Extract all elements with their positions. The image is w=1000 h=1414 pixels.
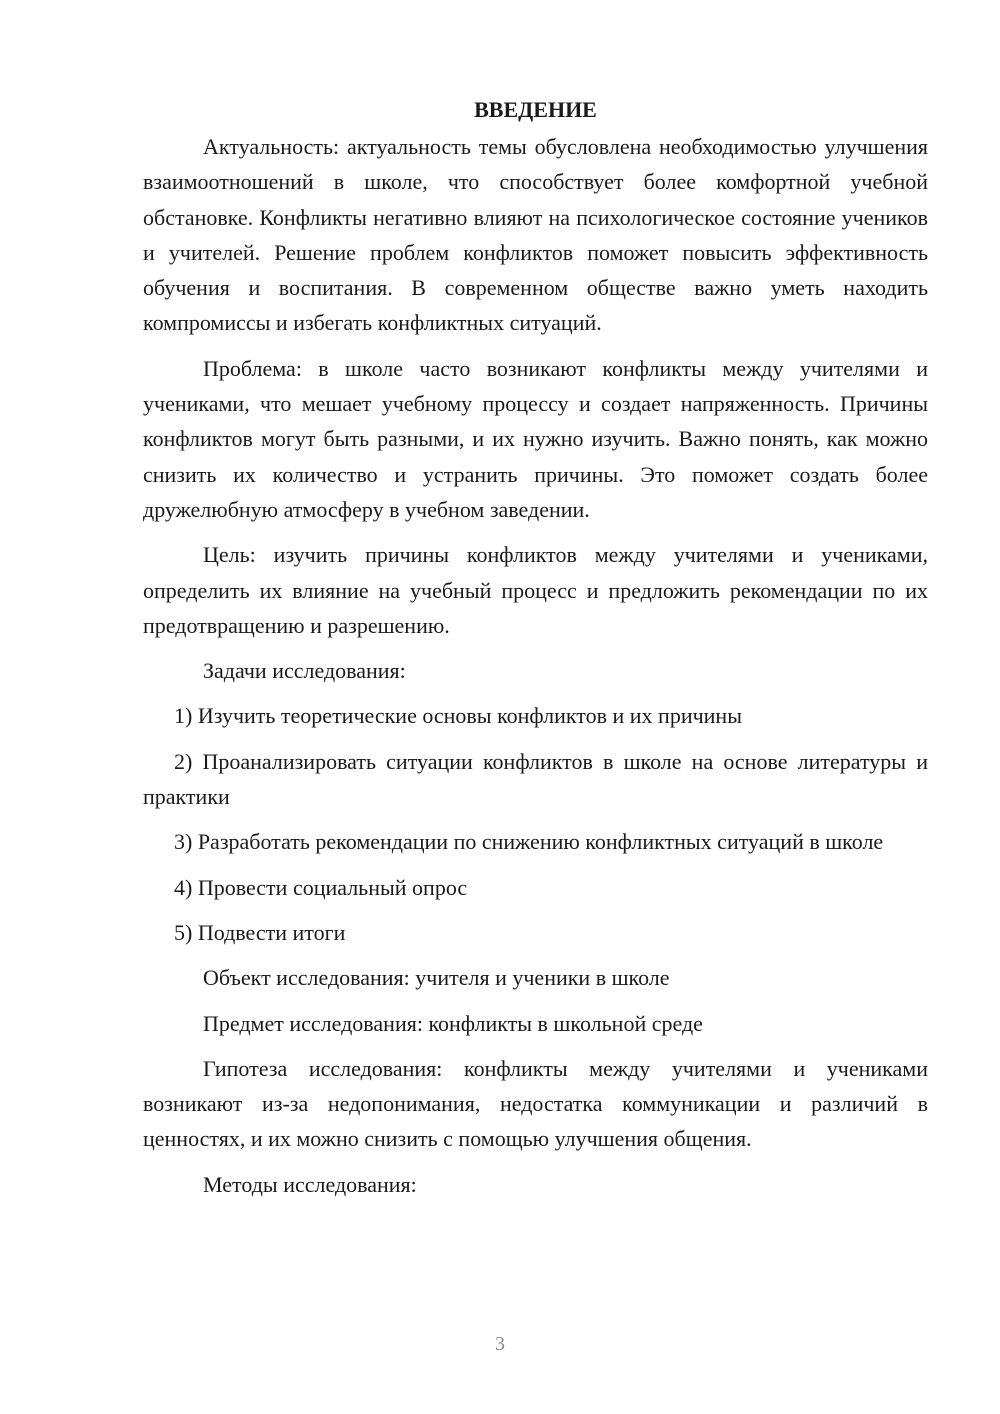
research-hypothesis: Гипотеза исследования: конфликты между учителями и учениками возникают из-за недопонимания, недостатка коммуникации и различий в ценностях, и их можно снизить с помощью улучшения общения. bbox=[143, 1055, 928, 1152]
problem-paragraph: Проблема: в школе часто возникают конфликты между учителями и учениками, что мешает учебному процессу и создает напряженность. Причины конфликтов могут быть разными, и их нужно изучить. Важно понять, как можно снизить их количество и устранить причины. Это поможет создать более дружелюбную атмосферу в учебном заведении. bbox=[143, 355, 928, 522]
section-heading: ВВЕДЕНИЕ bbox=[474, 97, 597, 122]
goal-paragraph: Цель: изучить причины конфликтов между учителями и учениками, определить их влияние на учебный процесс и предложить рекомендации по их предотвращению и разрешению. bbox=[143, 542, 928, 638]
tasks-heading: Задачи исследования: bbox=[203, 658, 406, 684]
task-item-4: 4) Провести социальный опрос bbox=[174, 874, 468, 900]
task-item-5: 5) Подвести итоги bbox=[174, 919, 346, 945]
relevance-paragraph: Актуальность: актуальность темы обусловлена необходимостью улучшения взаимоотношений в школе, что способствует более комфортной учебной обстановке. Конфликты негативно влияют на психологическое состояние учеников и учителей. Решение проблем конфликтов поможет повысить эффективность обучения и воспитания. В современном обществе важно уметь находить компромиссы и избегать конфликтных ситуаций. bbox=[143, 134, 928, 336]
research-subject: Предмет исследования: конфликты в школьной среде bbox=[203, 1010, 703, 1036]
page-number: 3 bbox=[495, 1333, 505, 1355]
research-object: Объект исследования: учителя и ученики в школе bbox=[203, 965, 670, 991]
document-page bbox=[143, 92, 928, 1212]
task-item-3: 3) Разработать рекомендации по снижению конфликтных ситуаций в школе bbox=[174, 829, 884, 855]
research-methods: Методы исследования: bbox=[203, 1171, 417, 1197]
task-item-2: 2) Проанализировать ситуации конфликтов в школе на основе литературы и практики bbox=[143, 748, 928, 810]
task-item-1: 1) Изучить теоретические основы конфликтов и их причины bbox=[174, 703, 742, 729]
